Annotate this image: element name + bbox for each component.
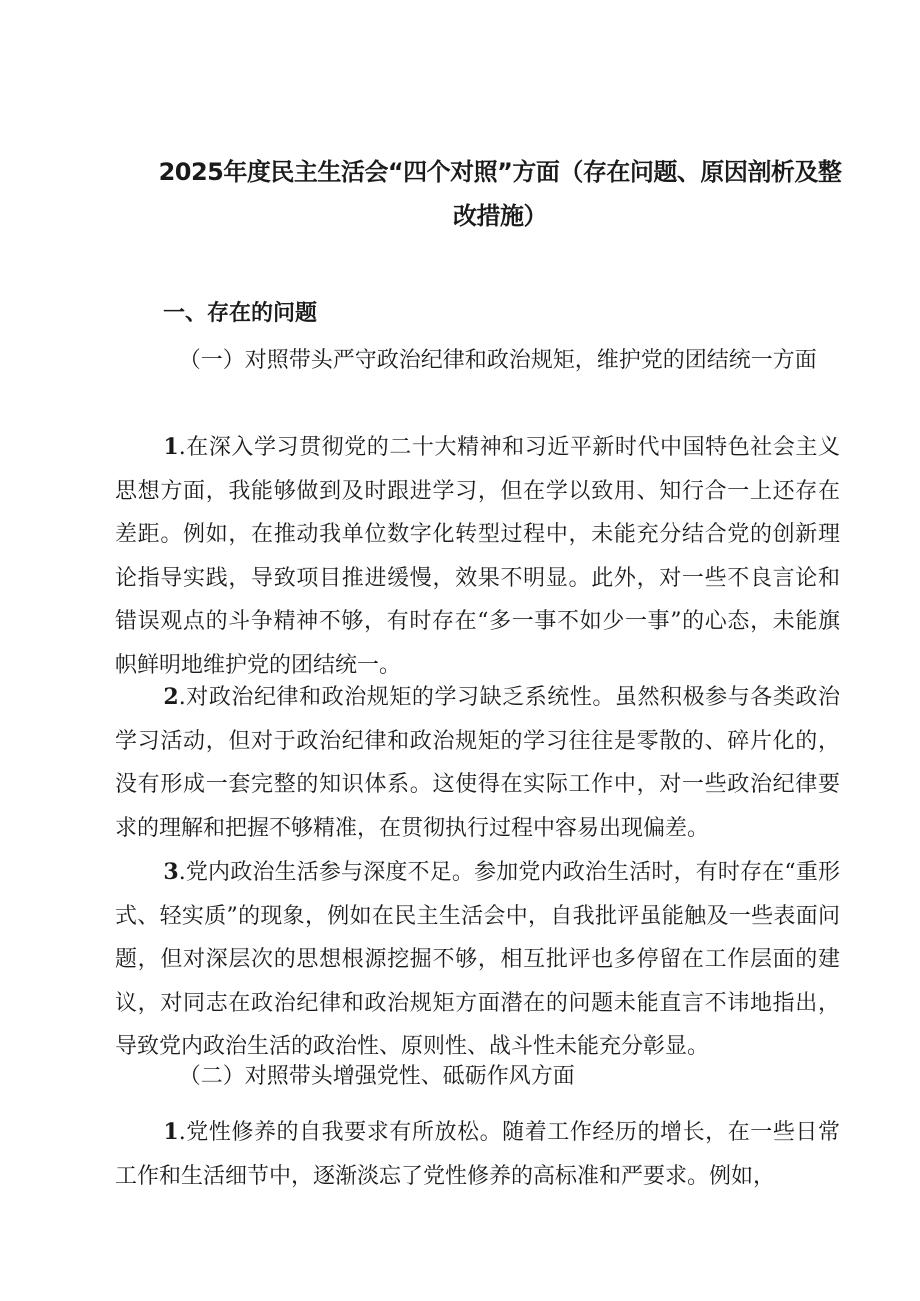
item-number: 2: [163, 684, 179, 710]
paragraph-item-2: [115, 676, 840, 850]
item-number: 3: [163, 859, 179, 885]
paragraph-item-1: [115, 426, 840, 687]
section-heading-problems: 一、存在的问题: [163, 301, 318, 326]
item-number: 1: [163, 1119, 179, 1145]
subsection-heading-party-spirit: （二）对照带头增强党性、砥砺作风方面: [178, 1064, 575, 1089]
item-text: .党内政治生活参与深度不足。参加党内政治生活时，有时存在“重形式、轻实质”的现象，例如在民主生活会中，自我批评虽能触及一些表面问题，但对深层次的思想根源挖掘不够，相互批评也多停留在工作层面的建议，对同志在政治纪律和政治规矩方面潜在的问题未能直言不讳地指出，导致党内政治生活的政治性、原则性、战斗性未能充分彰显。: [115, 860, 840, 1059]
paragraph-item-party-spirit-1: [115, 1111, 840, 1198]
item-number: 1: [163, 434, 179, 460]
item-text: .党性修养的自我要求有所放松。随着工作经历的增长，在一些日常工作和生活细节中，逐渐淡忘了党性修养的高标准和严要求。例如，: [115, 1120, 840, 1189]
item-text: .对政治纪律和政治规矩的学习缺乏系统性。虽然积极参与各类政治学习活动，但对于政治纪律和政治规矩的学习往往是零散的、碎片化的，没有形成一套完整的知识体系。这使得在实际工作中，对一些政治纪律要求的理解和把握不够精准，在贯彻执行过程中容易出现偏差。: [115, 685, 840, 841]
item-text: .在深入学习贯彻党的二十大精神和习近平新时代中国特色社会主义思想方面，我能够做到及时跟进学习，但在学以致用、知行合一上还存在差距。例如，在推动我单位数字化转型过程中，未能充分结合党的创新理论指导实践，导致项目推进缓慢，效果不明显。此外，对一些不良言论和错误观点的斗争精神不够，有时存在“多一事不如少一事”的心态，未能旗帜鲜明地维护党的团结统一。: [115, 435, 840, 678]
document-title: 2025年度民主生活会“四个对照”方面（存在问题、原因剖析及整改措施）: [158, 158, 842, 230]
paragraph-item-3: [115, 851, 840, 1069]
subsection-heading-political-discipline: （一）对照带头严守政治纪律和政治规矩，维护党的团结统一方面: [178, 348, 817, 373]
